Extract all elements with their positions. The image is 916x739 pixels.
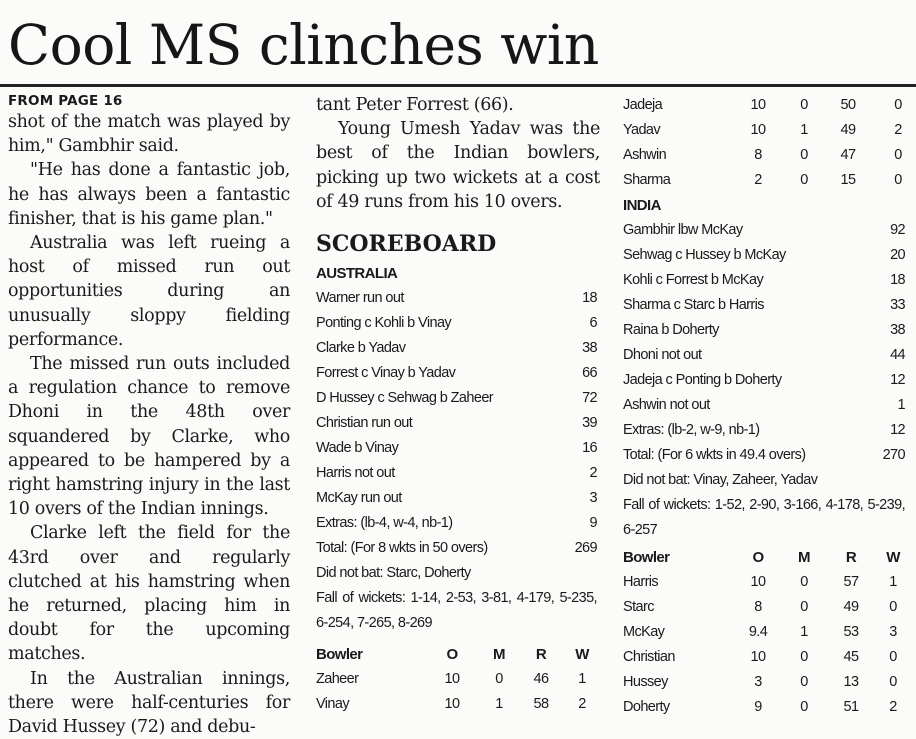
paragraph: shot of the match was played by him," Gambhir said. (8, 112, 290, 157)
did-not-bat: Did not bat: Starc, Doherty (316, 565, 471, 581)
bowling-row: Yadav 10 1 49 2 (623, 122, 902, 138)
batting-row: Raina b Doherty 38 (623, 322, 905, 338)
batting-row: Dhoni not out 44 (623, 347, 905, 363)
batting-row: McKay run out 3 (316, 490, 597, 506)
bowling-header: Bowler O M R W (316, 646, 589, 663)
batting-row: Kohli c Forrest b McKay 18 (623, 272, 905, 288)
batting-row: Ponting c Kohli b Vinay 6 (316, 315, 597, 331)
extras-row: Extras: (lb-4, w-4, nb-1) 9 (316, 515, 597, 531)
batting-row: Sharma c Starc b Harris 33 (623, 297, 905, 313)
paragraph: tant Peter Forrest (66). (316, 95, 514, 115)
bowling-row: Jadeja 10 0 50 0 (623, 97, 902, 113)
bowling-row: Zaheer 10 0 46 1 (316, 671, 586, 687)
scoreboard-title: SCOREBOARD (316, 231, 497, 257)
paragraph: "He has done a fantastic job, he has always been a fantastic finisher, that is his game plan." (8, 160, 290, 229)
bowling-row: Hussey 3 0 13 0 (623, 674, 897, 690)
batting-row: Sehwag c Hussey b McKay 20 (623, 247, 905, 263)
team-name: INDIA (623, 197, 661, 214)
total-row: Total: (For 6 wkts in 49.4 overs) 270 (623, 447, 905, 463)
bowling-row: Starc 8 0 49 0 (623, 599, 897, 615)
batting-row: Ashwin not out 1 (623, 397, 905, 413)
bowling-row: Ashwin 8 0 47 0 (623, 147, 902, 163)
paragraph: Australia was left rueing a host of missed run out opportunities during an unusually sloppy fielding performance. (8, 233, 290, 350)
bowling-row: Harris 10 0 57 1 (623, 574, 897, 590)
article-column-2 (316, 93, 600, 214)
batting-row: Clarke b Yadav 38 (316, 340, 597, 356)
paragraph: Young Umesh Yadav was the best of the Indian bowlers, picking up two wickets at a cost of 49 runs from his 10 overs. (316, 119, 600, 212)
total-row: Total: (For 8 wkts in 50 overs) 269 (316, 540, 597, 556)
bowling-header: Bowler O M R W (623, 549, 900, 566)
bowling-row: Doherty 9 0 51 2 (623, 699, 897, 715)
bowling-row: Vinay 10 1 58 2 (316, 696, 586, 712)
paragraph: In the Australian innings, there were half-centuries for David Hussey (72) and debu- (8, 668, 290, 738)
fall-of-wickets: Fall of wickets: 1-52, 2-90, 3-166, 4-178, 5-239, 6-257 (623, 497, 905, 538)
headline-rule (0, 84, 916, 87)
bowling-row: Sharma 2 0 15 0 (623, 172, 902, 188)
paragraph: The missed run outs included a regulation chance to remove Dhoni in the 48th over squandered by Clarke, who appeared to be hampered by a right hamstring injury in the last 10 overs of the Indian innings. (8, 354, 290, 520)
bowling-row: McKay 9.4 1 53 3 (623, 624, 897, 640)
team-name: AUSTRALIA (316, 265, 398, 282)
batting-row: Jadeja c Ponting b Doherty 12 (623, 372, 905, 388)
batting-row: Wade b Vinay 16 (316, 440, 597, 456)
batting-row: Christian run out 39 (316, 415, 597, 431)
paragraph: Clarke left the field for the 43rd over and regularly clutched at his hamstring when he returned, placing him in doubt for the upcoming matches. (8, 523, 290, 665)
batting-row: Harris not out 2 (316, 465, 597, 481)
did-not-bat: Did not bat: Vinay, Zaheer, Yadav (623, 472, 818, 488)
batting-row: Warner run out 18 (316, 290, 597, 306)
batting-row: D Hussey c Sehwag b Zaheer 72 (316, 390, 597, 406)
batting-row: Forrest c Vinay b Yadav 66 (316, 365, 597, 381)
article-column-1 (8, 93, 290, 739)
bowling-row: Christian 10 0 45 0 (623, 649, 897, 665)
fall-of-wickets: Fall of wickets: 1-14, 2-53, 3-81, 4-179, 5-235, 6-254, 7-265, 8-269 (316, 590, 597, 631)
extras-row: Extras: (lb-2, w-9, nb-1) 12 (623, 422, 905, 438)
batting-row: Gambhir lbw McKay 92 (623, 222, 905, 238)
kicker: FROM PAGE 16 (8, 93, 123, 109)
headline: Cool MS clinches win (8, 13, 599, 77)
